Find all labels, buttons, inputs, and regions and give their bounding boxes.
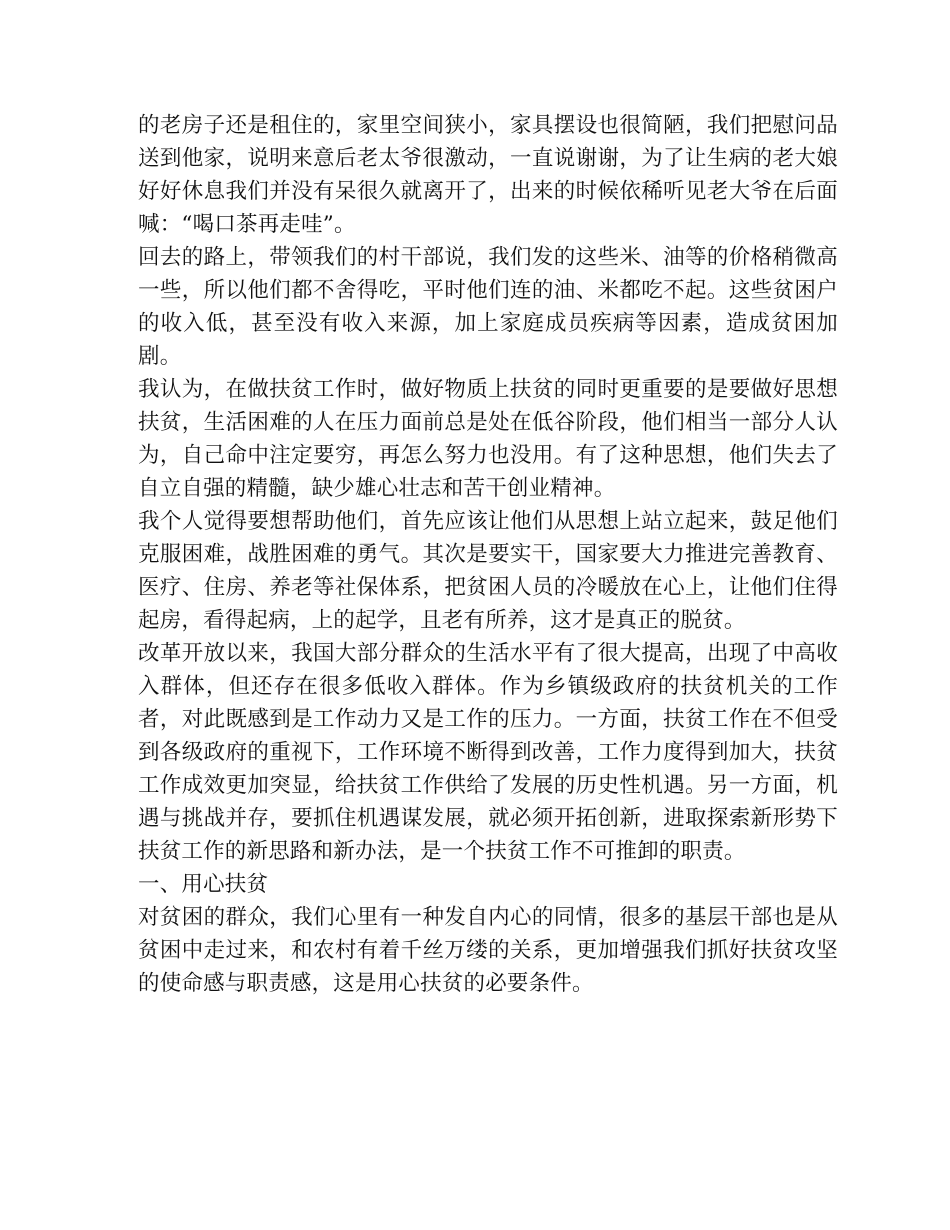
paragraph-6: 对贫困的群众，我们心里有一种发自内心的同情，很多的基层干部也是从贫困中走过来，和农村有着千丝万缕的关系，更加增强我们抓好扶贫攻坚的使命感与职责感，这是用心扶贫的必要条件。 [138,905,838,996]
paragraph-3: 我认为，在做扶贫工作时，做好物质上扶贫的同时更重要的是要做好思想扶贫，生活困难的人在压力面前总是处在低谷阶段，他们相当一部分人认为，自己命中注定要穷，再怎么努力也没用。有了这种思想，他们失去了自立自强的精髓，缺少雄心壮志和苦干创业精神。 [138,377,838,501]
paragraph-4: 我个人觉得要想帮助他们，首先应该让他们从思想上站立起来，鼓足他们克服困难，战胜困难的勇气。其次是要实干，国家要大力推进完善教育、医疗、住房、养老等社保体系，把贫困人员的冷暖放在心上，让他们住得起房，看得起病，上的起学，且老有所养，这才是真正的脱贫。 [138,509,838,633]
paragraph-2: 回去的路上，带领我们的村干部说，我们发的这些米、油等的价格稍微高一些，所以他们都不舍得吃，平时他们连的油、米都吃不起。这些贫困户的收入低，甚至没有收入来源，加上家庭成员疾病等因素，造成贫困加剧。 [138,245,838,369]
paragraph-5: 改革开放以来，我国大部分群众的生活水平有了很大提高，出现了中高收入群体，但还存在很多低收入群体。作为乡镇级政府的扶贫机关的工作者，对此既感到是工作动力又是工作的压力。一方面，扶贫工作在不但受到各级政府的重视下，工作环境不断得到改善，工作力度得到加大，扶贫工作成效更加突显，给扶贫工作供给了发展的历史性机遇。另一方面，机遇与挑战并存，要抓住机遇谋发展，就必须开拓创新，进取探索新形势下扶贫工作的新思路和新办法，是一个扶贫工作不可推卸的职责。 [138,641,838,864]
paragraph-1: 的老房子还是租住的，家里空间狭小，家具摆设也很简陋，我们把慰问品送到他家，说明来意后老太爷很激动，一直说谢谢，为了让生病的老大娘好好休息我们并没有呆很久就离开了，出来的时候依稀听见老大爷在后面喊：“喝口茶再走哇”。 [138,113,838,237]
section-heading: 一、用心扶贫 [138,872,269,897]
document-body [138,109,838,1000]
